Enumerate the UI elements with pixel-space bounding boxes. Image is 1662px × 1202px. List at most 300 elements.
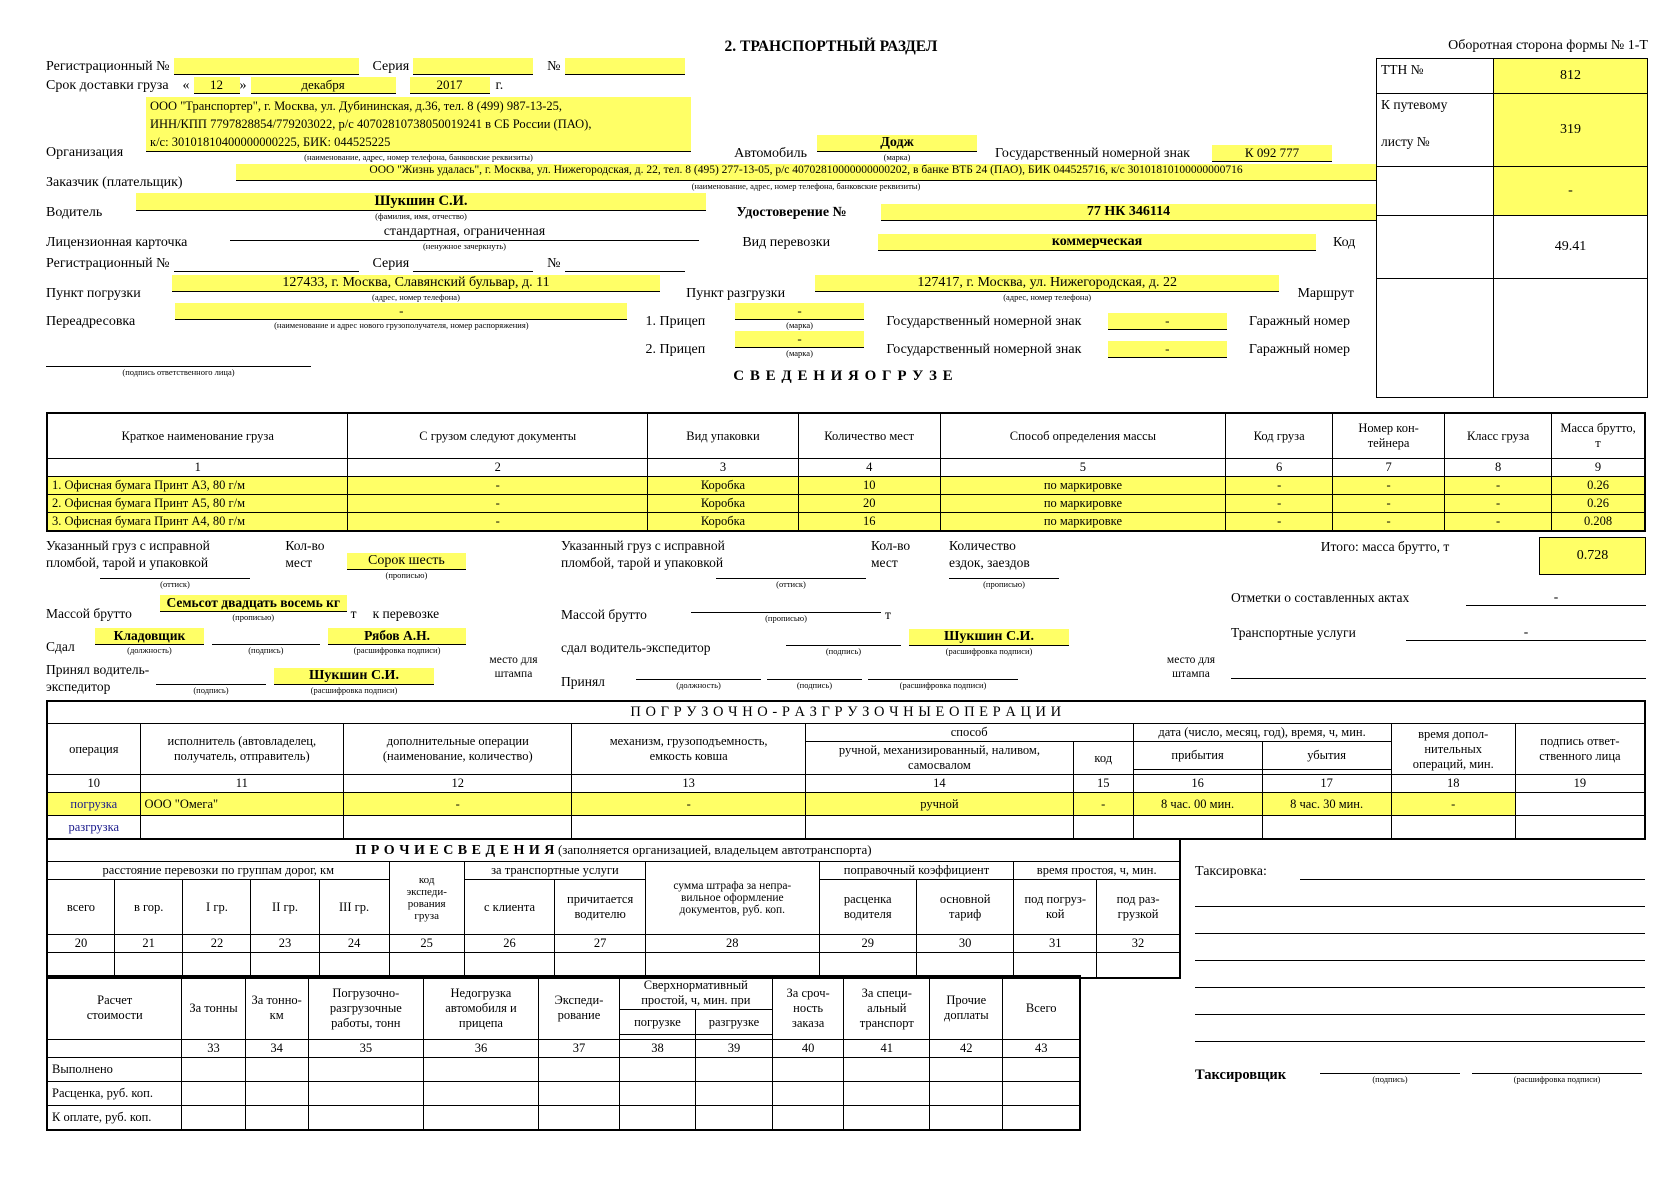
other-num-30: 30 — [916, 935, 1014, 953]
plo-th-code: код — [1073, 742, 1133, 775]
plo-row2-executor[interactable] — [140, 816, 344, 840]
stamp-caption: (оттиск) — [160, 579, 190, 589]
other-num-28: 28 — [646, 935, 820, 953]
other-num-27: 27 — [555, 935, 646, 953]
series2-input[interactable] — [413, 255, 533, 272]
accepted2-position-caption: (должность) — [676, 680, 721, 690]
calc-row-pay-39[interactable] — [696, 1106, 773, 1131]
taxer-name[interactable] — [1472, 1056, 1642, 1074]
plo-row2-extra[interactable] — [344, 816, 572, 840]
plo-num-10: 10 — [47, 775, 140, 793]
cargo-row2-pack: Коробка — [648, 495, 799, 513]
plo-row2-departure[interactable] — [1262, 816, 1391, 840]
plo-num-11: 11 — [140, 775, 344, 793]
plo-th-date: дата (число, месяц, год), время, ч, мин. — [1133, 724, 1391, 742]
right-blank-line-2[interactable] — [1231, 685, 1646, 701]
cargo-row1-container: - — [1333, 477, 1445, 495]
calc-row-done-42[interactable] — [930, 1058, 1003, 1082]
customer-caption: (наименование, адрес, номер телефона, банковские реквизиты) — [691, 181, 921, 191]
ttn-number-value[interactable]: 812 — [1493, 59, 1647, 93]
other-num-21: 21 — [114, 935, 182, 953]
series2-label: Серия — [372, 256, 410, 271]
places2-label-l2: мест — [871, 555, 898, 570]
organization-line-3[interactable]: к/с: 30101810400000000225, БИК: 044525225 — [150, 135, 391, 149]
gross-mass2-value[interactable] — [691, 595, 881, 613]
accepted-driver-l1: Принял водитель- — [46, 662, 150, 677]
calc-num-36: 36 — [423, 1040, 538, 1058]
plo-row2-sign[interactable] — [1515, 816, 1645, 840]
handed-sign-caption: (подпись) — [248, 645, 284, 655]
calc-row-rate-35[interactable] — [308, 1082, 423, 1106]
plo-num-13: 13 — [572, 775, 805, 793]
plo-row2-arrival[interactable] — [1133, 816, 1262, 840]
calc-num-39: 39 — [696, 1040, 773, 1058]
calc-row-done-34[interactable] — [245, 1058, 308, 1082]
other-title: П Р О Ч И Е С В Е Д Е Н И Я (заполняется организацией, владельцем автотранспорта) — [47, 839, 1180, 862]
ttn-route-label — [1377, 279, 1493, 397]
trailer1-plate-label: Государственный номерной знак — [886, 314, 1082, 329]
handed-label: Сдал — [46, 639, 75, 654]
other-info-section — [46, 838, 1181, 979]
plo-title-row — [47, 701, 1645, 724]
cargo-th-method: Способ определения массы — [940, 413, 1226, 459]
trailer1-label: 1. Прицеп — [645, 314, 706, 329]
cargo-confirm2-l1: Указанный груз с исправной — [561, 538, 725, 553]
accepted-driver-name[interactable]: Шукшин С.И. — [274, 668, 434, 685]
other-th-distance: расстояние перевозки по группам дорог, км — [47, 862, 389, 880]
calc-table — [46, 975, 1081, 1131]
plate-value[interactable]: К 092 777 — [1212, 145, 1332, 162]
redirect-value[interactable]: - — [175, 303, 627, 320]
cargo-section — [46, 412, 1646, 701]
right-blank-line-1[interactable] — [1231, 663, 1646, 679]
cargo-table — [46, 412, 1646, 532]
other-th-services: за транспортные услуги — [464, 862, 645, 880]
ttn-code-value[interactable]: 49.41 — [1493, 216, 1647, 278]
taxation-label: Таксировка: — [1195, 864, 1267, 879]
delivery-month-input[interactable]: декабря — [251, 77, 396, 94]
other-num-29: 29 — [819, 935, 916, 953]
number-label: № — [547, 59, 561, 74]
calc-row-done-41[interactable] — [844, 1058, 930, 1082]
cargo-row3-mass: 0.208 — [1552, 513, 1645, 532]
customer-label: Заказчик (плательщик) — [46, 175, 183, 190]
taxation-line-2[interactable] — [1195, 880, 1645, 907]
calc-row-rate-label: Расценка, руб. коп. — [47, 1082, 182, 1106]
transport-type-value[interactable]: коммерческая — [878, 234, 1316, 251]
calc-row-pay-40[interactable] — [772, 1106, 844, 1131]
cargo-row2-method: по маркировке — [940, 495, 1226, 513]
other-th-code: код экспеди- рования груза — [389, 862, 464, 935]
plo-row2-time[interactable] — [1391, 816, 1515, 840]
cargo-row3-pack: Коробка — [648, 513, 799, 532]
other-th-under-unload: под раз- грузкой — [1097, 880, 1180, 935]
loading-point-label: Пункт погрузки — [46, 286, 141, 301]
calc-num-42: 42 — [930, 1040, 1003, 1058]
handed-sign[interactable] — [212, 627, 320, 645]
other-num-20: 20 — [47, 935, 114, 953]
trailer1-value[interactable]: - — [735, 303, 864, 320]
gross-mass-value[interactable]: Семьсот двадцать восемь кг — [160, 595, 347, 612]
delivery-term-label: Срок доставки груза — [46, 78, 169, 93]
calc-row-pay-41[interactable] — [844, 1106, 930, 1131]
license-card-label: Лицензионная карточка — [46, 235, 188, 250]
calc-row-pay-35[interactable] — [308, 1106, 423, 1131]
cargo-row2-name: 2. Офисная бумага Принт А5, 80 г/м — [47, 495, 348, 513]
taxer-sign-caption: (подпись) — [1372, 1074, 1408, 1084]
ttn-blank-label — [1377, 167, 1493, 215]
cargo-row3-places: 16 — [798, 513, 940, 532]
calc-th-ops: Погрузочно- разгрузочные работы, тонн — [308, 976, 423, 1040]
plo-th-mech: механизм, грузоподъемность, емкость ковша — [572, 724, 805, 775]
customer-value[interactable]: ООО "Жизнь удалась", г. Москва, ул. Нижегородская, д. 22, тел. 8 (495) 277-13-05, р/с 40702810000000000202, в банке ВТБ 24 (ПАО), БИК 044525716, к/с 30101810100000000716 — [236, 164, 1376, 181]
plo-th-method: способ — [805, 724, 1133, 742]
calc-row-pay-37[interactable] — [539, 1106, 620, 1131]
calc-num-35: 35 — [308, 1040, 423, 1058]
transport-services-value[interactable]: - — [1406, 624, 1646, 641]
taxation-line-1[interactable] — [1300, 862, 1645, 880]
accepted2-sign[interactable] — [767, 662, 862, 680]
cargo-th-pack: Вид упаковки — [648, 413, 799, 459]
accepted-driver-sign[interactable] — [156, 667, 266, 685]
other-th-g1: I гр. — [183, 880, 251, 935]
cargo-row2-places: 20 — [798, 495, 940, 513]
handed-position[interactable]: Кладовщик — [95, 628, 203, 645]
other-val-32[interactable] — [1097, 953, 1180, 979]
plo-th-operation: операция — [47, 724, 140, 775]
calc-th-extra: Прочие доплаты — [930, 976, 1003, 1040]
trailer1-plate-value[interactable]: - — [1108, 313, 1227, 330]
calc-row-done-36[interactable] — [423, 1058, 538, 1082]
cargo-footer — [46, 537, 1646, 701]
delivery-year-input[interactable]: 2017 — [410, 77, 490, 94]
quote-close: » — [239, 78, 247, 93]
cargo-num-7: 7 — [1333, 459, 1445, 477]
calc-row-rate-40[interactable] — [772, 1082, 844, 1106]
plo-row1-time[interactable]: - — [1391, 793, 1515, 816]
auto-label: Автомобиль — [734, 146, 807, 161]
places2-label-l1: Кол-во — [871, 538, 911, 553]
calc-row-rate-38[interactable] — [619, 1082, 695, 1106]
other-num-24: 24 — [319, 935, 389, 953]
plo-row2-operation[interactable]: разгрузка — [47, 816, 140, 840]
acts-label: Отметки о составленных актах — [1231, 590, 1410, 605]
delivery-day-input[interactable]: 12 — [194, 77, 240, 94]
cargo-row3-code: - — [1226, 513, 1333, 532]
accepted-driver-sign-caption: (подпись) — [193, 685, 229, 695]
cargo-row1-name: 1. Офисная бумага Принт А3, 80 г/м — [47, 477, 348, 495]
cargo-row2-mass: 0.26 — [1552, 495, 1645, 513]
accepted2-position[interactable] — [636, 662, 761, 680]
transport-type-label: Вид перевозки — [742, 235, 831, 250]
calc-section — [46, 975, 1081, 1131]
plo-row2-mech[interactable] — [572, 816, 805, 840]
calc-row-pay-34[interactable] — [245, 1106, 308, 1131]
gross-mass-label: Массой брутто — [46, 606, 132, 621]
loading-point-value[interactable]: 127433, г. Москва, Славянский бульвар, д. 11 — [172, 275, 660, 292]
other-th-tariff: основной тариф — [916, 880, 1014, 935]
driver-handed-name[interactable]: Шукшин С.И. — [909, 629, 1069, 646]
license-value[interactable]: 77 НК 346114 — [881, 204, 1376, 221]
taxation-line-5[interactable] — [1195, 961, 1645, 988]
cargo-row3-docs: - — [348, 513, 648, 532]
other-title-row — [47, 839, 1180, 862]
trips-label-l1: Количество — [949, 538, 1016, 553]
accepted2-name[interactable] — [868, 662, 1018, 680]
plo-th-departure: убытия — [1262, 742, 1391, 770]
calc-title: Расчет стоимости — [47, 976, 182, 1040]
calc-th-over-unload: разгрузке — [696, 1010, 773, 1035]
calc-row-done-37[interactable] — [539, 1058, 620, 1082]
trailer2-caption: (марка) — [786, 348, 813, 358]
page-title: 2. ТРАНСПОРТНЫЙ РАЗДЕЛ — [724, 38, 938, 55]
other-num-31: 31 — [1014, 935, 1097, 953]
calc-th-special: За специ- альный транспорт — [844, 976, 930, 1040]
cargo-row2-code: - — [1226, 495, 1333, 513]
calc-row-rate-36[interactable] — [423, 1082, 538, 1106]
plo-row1-operation[interactable]: погрузка — [47, 793, 140, 816]
ttn-code-label — [1377, 216, 1493, 278]
loading-operations-section — [46, 700, 1646, 840]
other-num-32: 32 — [1097, 935, 1180, 953]
cargo-th-code: Код груза — [1226, 413, 1333, 459]
trailer2-plate-value[interactable]: - — [1108, 341, 1227, 358]
cargo-th-container: Номер кон- тейнера — [1333, 413, 1445, 459]
cargo-row1-places: 10 — [798, 477, 940, 495]
cargo-num-8: 8 — [1445, 459, 1552, 477]
taxation-line-6[interactable] — [1195, 988, 1645, 1015]
cargo-confirm2-l2: пломбой, тарой и упаковкой — [561, 555, 724, 570]
calc-row-rate-34[interactable] — [245, 1082, 308, 1106]
driver-handed-sign[interactable] — [786, 628, 901, 646]
organization-line-1[interactable]: ООО "Транспортер", г. Москва, ул. Дубининская, д.36, тел. 8 (499) 987-13-25, — [150, 99, 563, 113]
accepted-driver-l2: экспедитор — [46, 679, 111, 694]
driver-handed-label: сдал водитель-экспедитор — [561, 640, 711, 655]
other-num-25: 25 — [389, 935, 464, 953]
license-card-value[interactable]: стандартная, ограниченная — [230, 224, 698, 241]
cargo-row2-docs: - — [348, 495, 648, 513]
calc-row-rate-41[interactable] — [844, 1082, 930, 1106]
route-label: Маршрут — [1297, 286, 1354, 301]
cargo-num-2: 2 — [348, 459, 648, 477]
cargo-row1-code: - — [1226, 477, 1333, 495]
other-num-26: 26 — [464, 935, 554, 953]
unloading-point-label: Пункт разгрузки — [686, 286, 786, 301]
driver-value[interactable]: Шукшин С.И. — [136, 193, 706, 211]
number-input[interactable] — [565, 58, 685, 75]
trailer2-plate-label: Государственный номерной знак — [886, 342, 1082, 357]
unloading-point-value[interactable]: 127417, г. Москва, ул. Нижегородская, д. 22 — [815, 275, 1279, 292]
other-th-coef: поправочный коэффициент — [819, 862, 1014, 880]
calc-num-33: 33 — [182, 1040, 245, 1058]
calc-th-under: Недогрузка автомобиля и прицепа — [423, 976, 538, 1040]
accepted2-name-caption: (расшифровка подписи) — [899, 680, 987, 690]
plo-th-sign: подпись ответ- ственного лица — [1515, 724, 1645, 775]
number2-input[interactable] — [565, 255, 685, 272]
ttn-box — [1376, 58, 1648, 398]
taxer-sign[interactable] — [1320, 1056, 1460, 1074]
series-label: Серия — [372, 59, 410, 74]
cargo-num-4: 4 — [798, 459, 940, 477]
calc-row-rate-42[interactable] — [930, 1082, 1003, 1106]
calc-th-per-tonkm: За тонно- км — [245, 976, 308, 1040]
cargo-row3-name: 3. Офисная бумага Принт А4, 80 г/м — [47, 513, 348, 532]
calc-row-pay-38[interactable] — [619, 1106, 695, 1131]
cargo-num-3: 3 — [648, 459, 799, 477]
calc-row-done-40[interactable] — [772, 1058, 844, 1082]
calc-row-done-label: Выполнено — [47, 1058, 182, 1082]
plo-row1-arrival[interactable]: 8 час. 00 мин. — [1133, 793, 1262, 816]
other-th-idle: время простоя, ч, мин. — [1014, 862, 1180, 880]
calc-row-rate-39[interactable] — [696, 1082, 773, 1106]
other-th-fine: сумма штрафа за непра- вильное оформление документов, руб. коп. — [646, 862, 820, 935]
accepted2-label: Принял — [561, 674, 605, 689]
cargo-num-1: 1 — [47, 459, 348, 477]
organization-label: Организация — [46, 145, 124, 160]
handed-name[interactable]: Рябов А.Н. — [328, 628, 466, 645]
cargo-row1-pack: Коробка — [648, 477, 799, 495]
plo-row2-method[interactable] — [805, 816, 1073, 840]
reg2-input[interactable] — [174, 255, 359, 272]
loading-point-caption: (адрес, номер телефона) — [372, 292, 460, 302]
calc-th-total: Всего — [1003, 976, 1080, 1040]
license-label: Удостоверение № — [736, 205, 847, 220]
calc-row-pay-label: К оплате, руб. коп. — [47, 1106, 182, 1131]
unloading-point-caption: (адрес, номер телефона) — [1003, 292, 1092, 302]
calc-row-done-43[interactable] — [1003, 1058, 1080, 1082]
responsible-signature-caption: (подпись ответственного лица) — [122, 367, 235, 377]
other-th-city: в гор. — [114, 880, 182, 935]
transport-services-label: Транспортные услуги — [1231, 625, 1356, 640]
calc-row-done-39[interactable] — [696, 1058, 773, 1082]
redirect-label: Переадресовка — [46, 314, 136, 329]
gross-mass2-unit: т — [885, 607, 891, 622]
calc-row-done-35[interactable] — [308, 1058, 423, 1082]
cargo-header-row — [47, 413, 1645, 459]
cargo-th-class: Класс груза — [1445, 413, 1552, 459]
cargo-num-6: 6 — [1226, 459, 1333, 477]
cargo-number-row — [47, 459, 1645, 477]
taxation-line-4[interactable] — [1195, 934, 1645, 961]
cargo-row2-container: - — [1333, 495, 1445, 513]
series-input[interactable] — [413, 58, 533, 75]
table-row — [47, 1058, 1080, 1082]
calc-row-pay-42[interactable] — [930, 1106, 1003, 1131]
plo-row2-code[interactable] — [1073, 816, 1133, 840]
plo-row1-extra[interactable]: - — [344, 793, 572, 816]
driver-caption: (фамилия, имя, отчество) — [375, 211, 467, 221]
table-row — [47, 816, 1645, 840]
redirect-caption: (наименование и адрес нового грузополучателя, номер распоряжения) — [274, 320, 529, 330]
other-th-driver-due: причитается водителю — [555, 880, 646, 935]
cargo-row1-class: - — [1445, 477, 1552, 495]
year-suffix: г. — [495, 78, 504, 93]
trailer1-caption: (марка) — [786, 320, 813, 330]
calc-num-43: 43 — [1003, 1040, 1080, 1058]
waybill-value[interactable]: 319 — [1493, 94, 1647, 166]
plo-row1-code[interactable]: - — [1073, 793, 1133, 816]
other-num-22: 22 — [183, 935, 251, 953]
cargo-row3-method: по маркировке — [940, 513, 1226, 532]
cargo-info-title: С В Е Д Е Н И Я О Г Р У З Е — [733, 368, 954, 384]
plo-header-row-1 — [47, 724, 1645, 742]
to-transport-label: к перевозке — [372, 606, 440, 621]
calc-row-pay-43[interactable] — [1003, 1106, 1080, 1131]
calc-row-rate-33[interactable] — [182, 1082, 245, 1106]
plo-number-row — [47, 775, 1645, 793]
reg-number-input[interactable] — [174, 58, 359, 75]
calc-header-row-1 — [47, 976, 1080, 1010]
other-info-table — [46, 838, 1181, 979]
organization-line-2[interactable]: ИНН/КПП 7797828854/779203022, р/с 40702810738050019241 в СБ России (ПАО), — [150, 117, 592, 131]
table-row — [47, 477, 1645, 495]
reg2-label: Регистрационный № — [46, 256, 170, 271]
plo-row1-method[interactable]: ручной — [805, 793, 1073, 816]
gross-mass2-label: Массой брутто — [561, 607, 647, 622]
plo-num-16: 16 — [1133, 775, 1262, 793]
calc-row-pay-36[interactable] — [423, 1106, 538, 1131]
accepted2-sign-caption: (подпись) — [796, 680, 833, 690]
taxation-line-3[interactable] — [1195, 907, 1645, 934]
other-header-row-2 — [47, 880, 1180, 935]
table-row — [47, 1106, 1080, 1131]
calc-row-done-33[interactable] — [182, 1058, 245, 1082]
cargo-num-5: 5 — [940, 459, 1226, 477]
cargo-row1-mass: 0.26 — [1552, 477, 1645, 495]
calc-row-rate-37[interactable] — [539, 1082, 620, 1106]
plo-row1-departure[interactable]: 8 час. 30 мин. — [1262, 793, 1391, 816]
other-th-under-load: под погруз- кой — [1014, 880, 1097, 935]
acts-value[interactable]: - — [1466, 589, 1646, 606]
calc-row-done-38[interactable] — [619, 1058, 695, 1082]
cargo-row3-container: - — [1333, 513, 1445, 532]
total-mass-value[interactable]: 0.728 — [1539, 537, 1646, 575]
places-value[interactable]: Сорок шесть — [347, 553, 466, 570]
cargo-th-docs: С грузом следуют документы — [348, 413, 648, 459]
plo-row1-sign[interactable] — [1515, 793, 1645, 816]
ttn-route-value[interactable] — [1493, 279, 1647, 397]
auto-caption: (марка) — [883, 152, 911, 162]
cargo-confirm-l2: пломбой, тарой и упаковкой — [46, 555, 209, 570]
cargo-row1-docs: - — [348, 477, 648, 495]
ttn-blank-value[interactable]: - — [1493, 167, 1647, 215]
calc-num-blank — [47, 1040, 182, 1058]
calc-num-41: 41 — [844, 1040, 930, 1058]
plo-row1-mech[interactable]: - — [572, 793, 805, 816]
driver-handed-sign-caption: (подпись) — [825, 646, 862, 656]
calc-row-rate-43[interactable] — [1003, 1082, 1080, 1106]
plate-label: Государственный номерной знак — [995, 146, 1190, 161]
trailer2-value[interactable]: - — [735, 331, 864, 348]
taxation-line-7[interactable] — [1195, 1015, 1645, 1042]
plo-num-17: 17 — [1262, 775, 1391, 793]
gross-unit: т — [350, 606, 357, 621]
license-card-caption: (ненужное зачеркнуть) — [422, 241, 506, 251]
calc-num-37: 37 — [539, 1040, 620, 1058]
other-th-client: с клиента — [464, 880, 554, 935]
auto-value[interactable]: Додж — [817, 135, 977, 152]
other-th-g2: II гр. — [251, 880, 319, 935]
trailer2-label: 2. Прицеп — [645, 342, 706, 357]
plo-th-time: время допол- нительных операций, мин. — [1391, 724, 1515, 775]
loading-operations-table — [46, 700, 1646, 840]
plo-row1-executor[interactable]: ООО "Омега" — [140, 793, 344, 816]
calc-row-pay-33[interactable] — [182, 1106, 245, 1131]
cargo-num-9: 9 — [1552, 459, 1645, 477]
calc-th-over: Сверхнормативный простой, ч, мин. при — [619, 976, 772, 1010]
ttn-number-label: ТТН № — [1381, 62, 1424, 77]
places-label-l1: Кол-во — [285, 538, 325, 553]
